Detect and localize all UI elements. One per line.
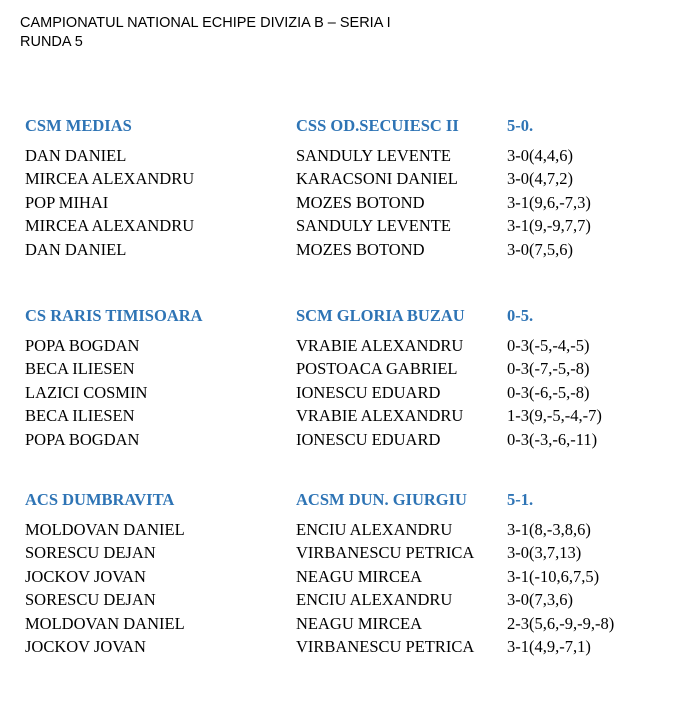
home-player: MIRCEA ALEXANDRU [25, 216, 195, 236]
game-row [0, 406, 674, 429]
competition-title: CAMPIONATUL NATIONAL ECHIPE DIVIZIA B – SERIA I [20, 15, 391, 31]
game-result: 0-3(-3,-6,-11) [507, 429, 598, 449]
away-player: VRABIE ALEXANDRU [296, 406, 464, 426]
game-result: 3-0(7,3,6) [507, 590, 573, 610]
match-block [0, 490, 674, 660]
away-player: NEAGU MIRCEA [296, 566, 423, 586]
home-team: ACS DUMBRAVITA [25, 490, 175, 509]
away-player: SANDULY LEVENTE [296, 216, 451, 236]
away-player: ENCIU ALEXANDRU [296, 520, 453, 539]
game-row [0, 193, 674, 216]
match-score: 5-0. [507, 116, 534, 135]
home-player: LAZICI COSMIN [25, 382, 148, 402]
game-row [0, 383, 674, 406]
home-player: SORESCU DEJAN [25, 590, 156, 610]
home-player: POP MIHAI [25, 192, 109, 212]
home-player: JOCKOV JOVAN [25, 636, 146, 656]
game-result: 0-3(-5,-4,-5) [507, 336, 590, 355]
game-row [0, 336, 674, 359]
game-result: 3-0(4,4,6) [507, 146, 573, 165]
game-row [0, 216, 674, 239]
game-row [0, 637, 674, 660]
away-player: POSTOACA GABRIEL [296, 359, 458, 379]
game-result: 3-1(8,-3,8,6) [507, 520, 591, 539]
home-player: BECA ILIESEN [25, 359, 135, 379]
home-player: MIRCEA ALEXANDRU [25, 169, 195, 189]
match-block [0, 306, 674, 453]
match-score: 5-1. [507, 490, 534, 509]
home-player: POPA BOGDAN [25, 336, 140, 355]
document-header [20, 14, 391, 52]
home-player: SORESCU DEJAN [25, 543, 156, 563]
game-row [0, 430, 674, 453]
match-teams-row [0, 490, 674, 520]
game-result: 3-1(9,6,-7,3) [507, 192, 591, 212]
home-team: CSM MEDIAS [25, 116, 132, 135]
match-block [0, 116, 674, 263]
home-player: MOLDOVAN DANIEL [25, 613, 185, 633]
game-result: 0-3(-7,-5,-8) [507, 359, 590, 379]
game-row [0, 520, 674, 543]
away-player: VRABIE ALEXANDRU [296, 336, 464, 355]
away-team: ACSM DUN. GIURGIU [296, 490, 467, 509]
home-player: DAN DANIEL [25, 146, 127, 165]
away-player: VIRBANESCU PETRICA [296, 543, 475, 563]
game-result: 1-3(9,-5,-4,-7) [507, 406, 602, 426]
home-player: JOCKOV JOVAN [25, 566, 146, 586]
away-player: MOZES BOTOND [296, 192, 425, 212]
game-result: 2-3(5,6,-9,-9,-8) [507, 613, 615, 633]
round-label: RUNDA 5 [20, 34, 83, 50]
away-player: NEAGU MIRCEA [296, 613, 423, 633]
game-row [0, 614, 674, 637]
game-result: 3-0(7,5,6) [507, 239, 573, 259]
away-player: KARACSONI DANIEL [296, 169, 458, 189]
game-result: 3-0(4,7,2) [507, 169, 573, 189]
away-player: MOZES BOTOND [296, 239, 425, 259]
game-result: 3-0(3,7,13) [507, 543, 582, 563]
home-player: POPA BOGDAN [25, 429, 140, 449]
game-row [0, 146, 674, 169]
game-row [0, 169, 674, 192]
home-team: CS RARIS TIMISOARA [25, 306, 203, 325]
game-row [0, 567, 674, 590]
game-result: 3-1(-10,6,7,5) [507, 566, 600, 586]
home-player: BECA ILIESEN [25, 406, 135, 426]
away-player: IONESCU EDUARD [296, 382, 441, 402]
away-player: SANDULY LEVENTE [296, 146, 451, 165]
game-result: 0-3(-6,-5,-8) [507, 382, 590, 402]
game-row [0, 590, 674, 613]
away-team: SCM GLORIA BUZAU [296, 306, 465, 325]
game-row [0, 240, 674, 263]
game-result: 3-1(9,-9,7,7) [507, 216, 591, 236]
game-result: 3-1(4,9,-7,1) [507, 636, 591, 656]
away-player: ENCIU ALEXANDRU [296, 590, 453, 610]
match-teams-row [0, 306, 674, 336]
away-player: IONESCU EDUARD [296, 429, 441, 449]
match-score: 0-5. [507, 306, 534, 325]
away-player: VIRBANESCU PETRICA [296, 636, 475, 656]
home-player: MOLDOVAN DANIEL [25, 520, 185, 539]
game-row [0, 359, 674, 382]
away-team: CSS OD.SECUIESC II [296, 116, 459, 135]
home-player: DAN DANIEL [25, 239, 127, 259]
game-row [0, 543, 674, 566]
match-teams-row [0, 116, 674, 146]
